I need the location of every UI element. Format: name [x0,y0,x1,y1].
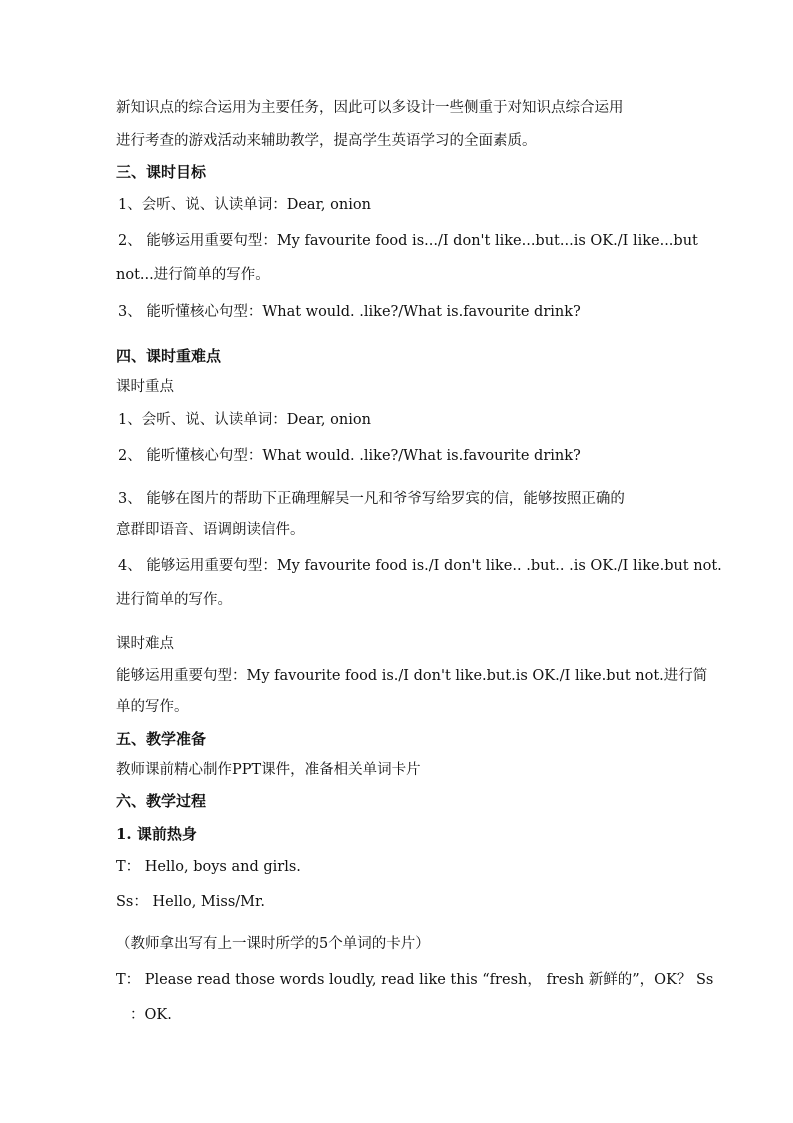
subheading: 课时难点 [116,636,174,652]
list-item: 2、 能听懂核心句型：What would. .like?/What is.favourite drink? [118,448,581,464]
dialogue-line-continued: ：OK. [130,1007,172,1023]
dialogue-line: Ss： Hello, Miss/Mr. [116,894,265,910]
section-heading: 四、课时重难点 [116,347,222,365]
section-heading: 三、课时目标 [116,163,207,181]
dialogue-line: T： Hello, boys and girls. [116,859,301,875]
list-item-continued: 意群即语音、语调朗读信件。 [116,522,305,538]
paragraph-line: 新知识点的综合运用为主要任务，因此可以多设计一些侧重于对知识点综合运用 [116,100,624,116]
list-item: 1、会听、说、认读单词：Dear, onion [118,197,371,213]
list-item-continued: 进行简单的写作。 [116,592,232,608]
section-heading: 六、教学过程 [116,792,207,810]
paragraph-line: 进行考查的游戏活动来辅助教学，提高学生英语学习的全面素质。 [116,133,537,149]
list-item: 4、 能够运用重要句型：My favourite food is./I don't like.. .but.. .is OK./I like.but not. [118,558,722,574]
list-item-continued: not...进行简单的写作。 [116,267,270,283]
list-item: 3、 能够在图片的帮助下正确理解吴一凡和爷爷写给罗宾的信，能够按照正确的 [118,491,625,507]
paragraph-line: 单的写作。 [116,699,189,715]
list-item: 2、 能够运用重要句型：My favourite food is.../I don't like...but...is OK./I like...but [118,233,698,249]
paragraph-line: （教师拿出写有上一课时所学的5个单词的卡片） [116,936,430,952]
section-heading: 五、教学准备 [116,730,207,748]
list-item: 3、 能听懂核心句型：What would. .like?/What is.favourite drink? [118,304,581,320]
subheading: 课时重点 [116,379,174,395]
dialogue-line: T： Please read those words loudly, read like this “fresh， fresh 新鲜的”，OK？ Ss [116,972,714,988]
paragraph-line: 教师课前精心制作PPT课件，准备相关单词卡片 [116,762,421,778]
subsection-heading: 1. 课前热身 [116,825,197,843]
list-item: 1、会听、说、认读单词：Dear, onion [118,412,371,428]
paragraph-line: 能够运用重要句型：My favourite food is./I don't like.but.is OK./I like.but not.进行简 [116,668,708,684]
